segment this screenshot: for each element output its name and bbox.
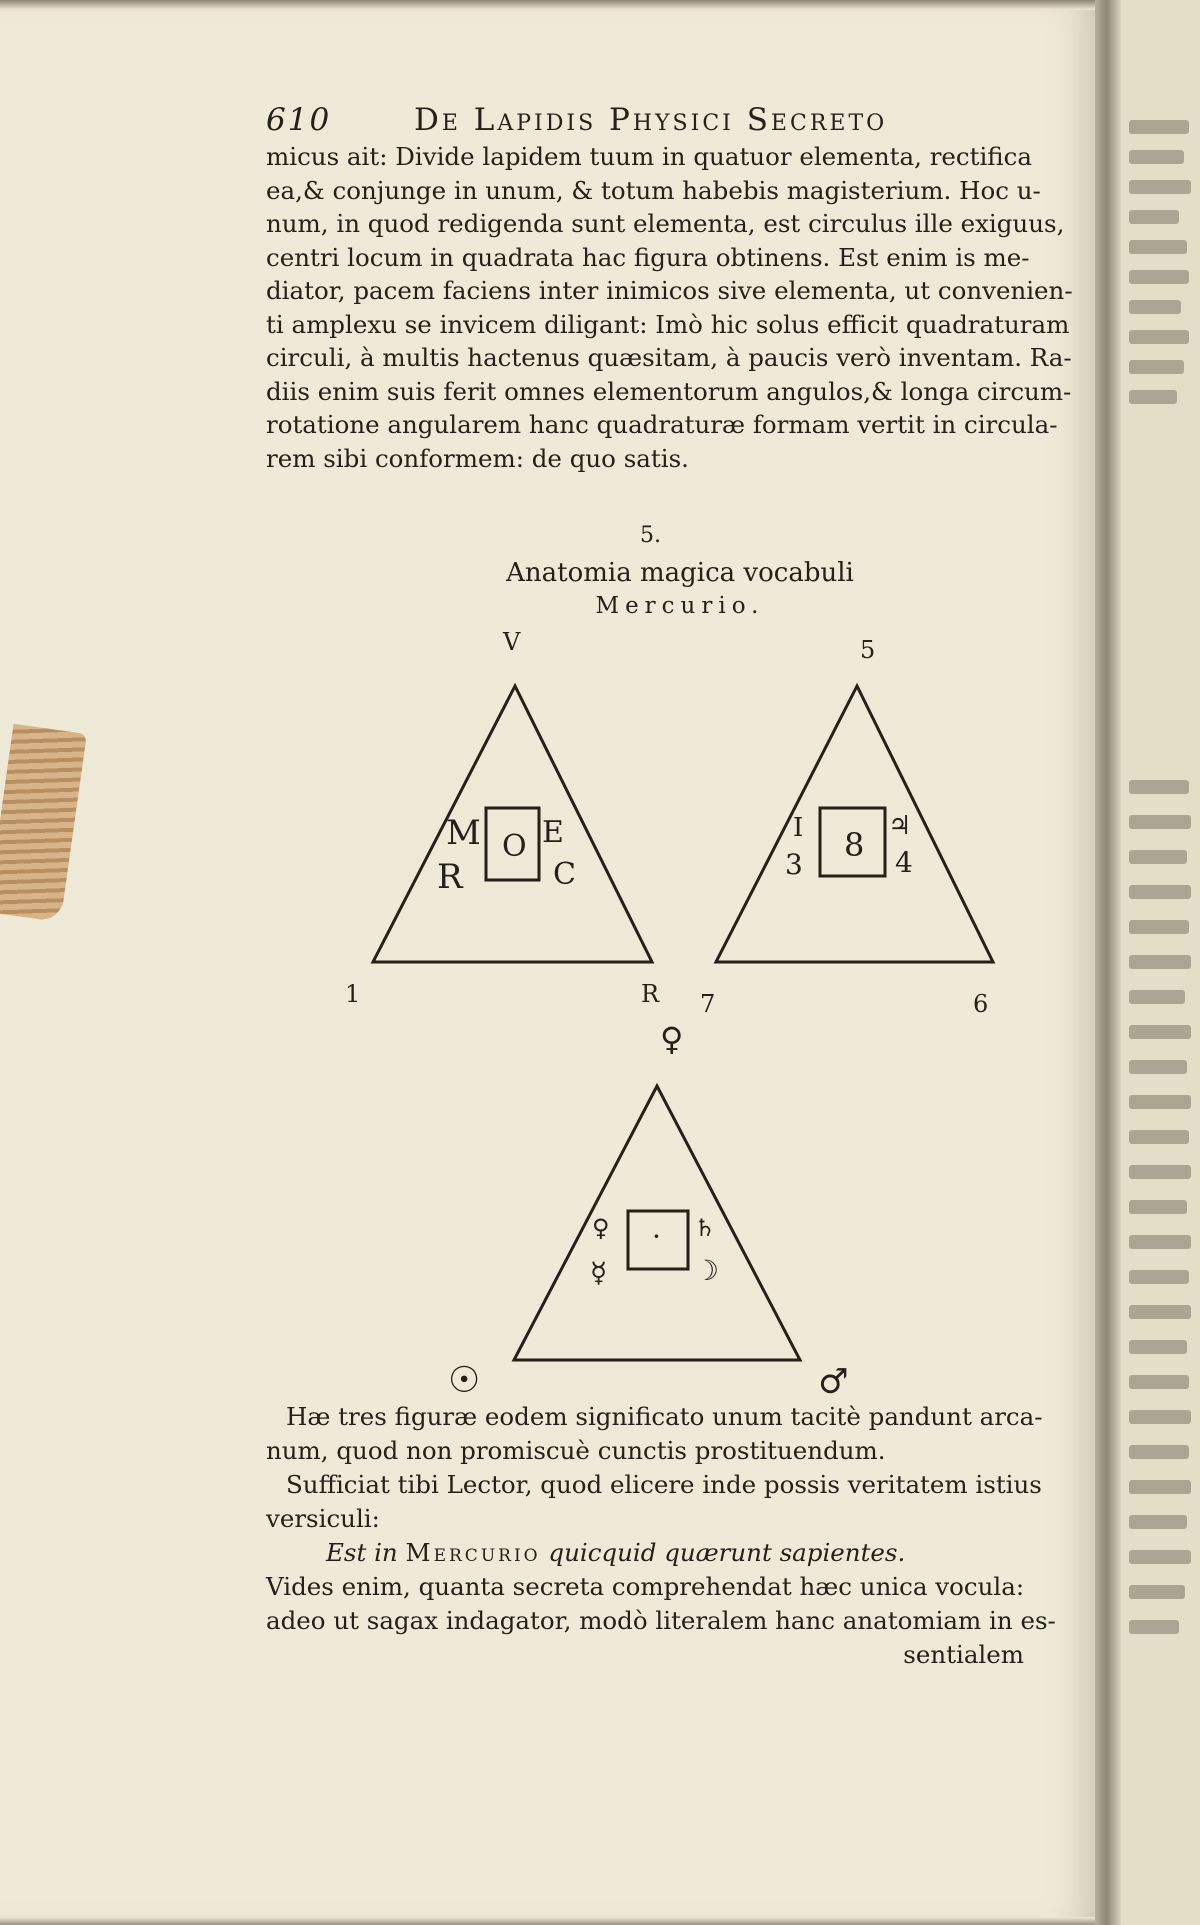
body-line: diator, pacem faciens inter inimicos sive elementa, ut convenien- [266,276,1073,305]
triangle-left-letter: R [437,857,463,897]
facing-text-line [1129,150,1184,164]
triangle-right-base-left-label: 7 [700,990,716,1018]
facing-text-line [1129,300,1181,314]
sun-icon: ☉ [448,1360,481,1401]
page-number: 610 [266,102,332,138]
triangle-bottom-letter: ♄ [694,1214,716,1242]
facing-text-line [1129,1375,1189,1389]
facing-text-line [1129,1340,1187,1354]
triangle-left-base-right-label: R [641,980,660,1008]
facing-text-line [1129,1235,1191,1249]
facing-text-line [1129,850,1187,864]
triangle-left-letter: M [446,813,481,853]
facing-text-line [1129,955,1191,969]
facing-text-line [1129,920,1189,934]
body-line: num, in quod redigenda sunt elementa, est circulus ille exiguus, [266,209,1065,238]
triangle-right-letter: I [793,813,804,843]
facing-text-line [1129,1270,1189,1284]
caption-paragraph [266,1400,1056,1672]
facing-text-line [1129,990,1185,1004]
facing-page [1121,0,1200,1925]
body-line: centri locum in quadrata hac figura obtinens. Est enim is me- [266,242,1030,272]
facing-text-line [1129,1515,1187,1529]
facing-text-line [1129,1095,1191,1109]
triangle-right [716,686,993,962]
mars-icon: ♂ [818,1362,849,1402]
figure-subtitle: Mercurio. [595,593,765,619]
facing-text-line [1129,1410,1191,1424]
facing-text-line [1129,1550,1191,1564]
facing-text-line [1129,180,1191,194]
facing-text-line [1129,270,1189,284]
facing-text-line [1129,390,1177,404]
triangle-right-letter: 4 [895,846,913,879]
caption-line: Hæ tres figuræ eodem significato unum tacitè pandunt arca- [286,1402,1043,1431]
body-line: diis enim suis ferit omnes elementorum angulos,& longa circum- [266,376,1072,406]
facing-text-line [1129,1130,1189,1144]
figure-title: Anatomia magica vocabuli [506,558,854,588]
facing-text-line [1129,1305,1191,1319]
triangle-left-base-left-label: 1 [345,980,361,1008]
triangle-right-letter: ♃ [888,811,912,841]
facing-text-line [1129,885,1191,899]
body-line: ti amplexu se invicem diligant: Imò hic solus efficit quadraturam [266,309,1070,339]
body-line: rotatione angularem hanc quadraturæ formam vertit in circula- [266,410,1058,439]
final-line: adeo ut sagax indagator, modò literalem hanc anatomiam in es- [266,1606,1056,1635]
facing-text-line [1129,1025,1191,1039]
verse-before: Est in [326,1538,398,1567]
facing-text-line [1129,815,1191,829]
verse-line [266,1536,1044,1570]
facing-text-line [1129,1620,1179,1634]
body-line: circuli, à multis hactenus quæsitam, à paucis verò inventam. Ra- [266,343,1072,372]
verse-word: Mercurio [405,1538,541,1567]
facing-text-line [1129,1445,1189,1459]
triangle-bottom-center: · [652,1220,661,1253]
facing-text-line [1129,210,1179,224]
triangle-left-letter: E [542,815,564,850]
triangle-right-center: 8 [844,826,865,864]
triangle-bottom-letter: ☿ [590,1256,608,1289]
facing-text-line [1129,120,1189,134]
final-line: Vides enim, quanta secreta comprehendat hæc unica vocula: [266,1572,1025,1601]
triangle-left-apex-label: V [503,628,521,656]
caption-line: Sufficiat tibi Lector, quod elicere inde possis veritatem istius [286,1470,1042,1499]
triangle-bottom-letter: ♀ [592,1214,610,1242]
running-title: De Lapidis Physici Secreto [414,102,888,138]
triangle-bottom-letter: ☽ [694,1254,720,1287]
body-line: ea,& conjunge in unum, & totum habebis magisterium. Hoc u- [266,175,1041,205]
facing-text-line [1129,1480,1191,1494]
triangle-left-letter: C [553,857,576,892]
triangle-left [373,686,652,962]
facing-text-line [1129,360,1184,374]
facing-text-line [1129,240,1187,254]
caption-line: versiculi: [266,1504,380,1533]
body-line: micus ait: Divide lapidem tuum in quatuor elementa, rectifica [266,142,1032,171]
triangle-left-center: O [502,829,527,864]
triangle-right-base-right-label: 6 [973,990,989,1018]
facing-text-line [1129,1200,1187,1214]
body-line: rem sibi conformem: de quo satis. [266,443,689,473]
facing-text-line [1129,1165,1191,1179]
verse-after: quicquid quærunt sapientes. [548,1538,906,1567]
facing-text-line [1129,1060,1187,1074]
caption-line: num, quod non promiscuè cunctis prostituendum. [266,1436,886,1465]
triangle-right-letter: 3 [785,848,803,881]
facing-text-line [1129,780,1189,794]
book-spine [1095,0,1121,1925]
facing-text-line [1129,1585,1185,1599]
triangle-right-apex-label: 5 [860,636,876,664]
venus-icon: ♀ [660,1020,684,1058]
facing-text-line [1129,330,1189,344]
catchword: sentialem [903,1640,1024,1669]
figure-number: 5. [640,523,661,548]
